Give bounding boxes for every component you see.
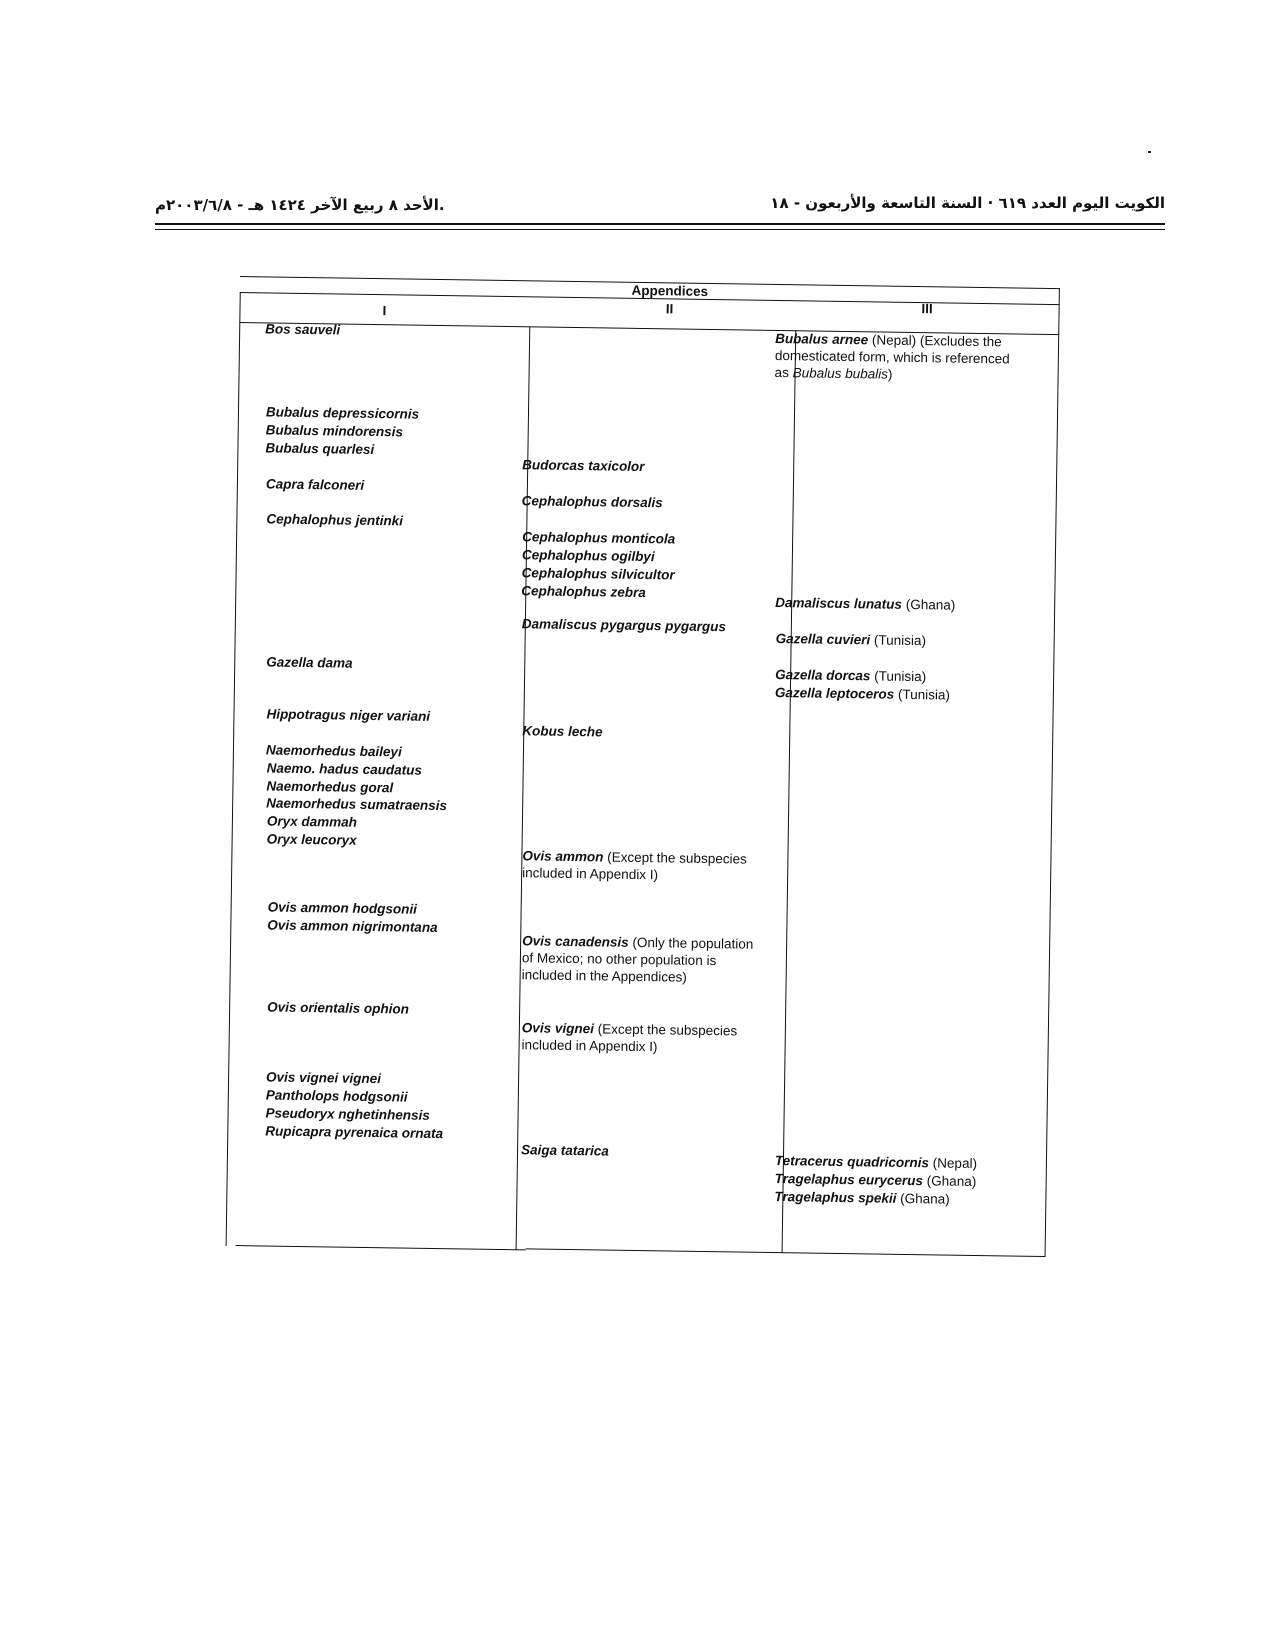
species-entry: Pantholops hodgsonii bbox=[265, 1087, 408, 1105]
gazette-issue-label: الكويت اليوم العدد ٦١٩ · السنة التاسعة والأربعون - ١٨ bbox=[770, 194, 1165, 212]
species-entry: Oryx dammah bbox=[266, 813, 358, 830]
table-bottom-border bbox=[526, 1248, 1046, 1257]
species-entry: Bubalus mindorensis bbox=[265, 422, 404, 440]
species-entry: Bubalus arnee (Nepal) (Excludes the domesticated form, which is referenced as Bubalus bubalis) bbox=[774, 330, 1010, 382]
species-entry: Oryx leucoryx bbox=[266, 831, 357, 848]
species-entry: Ovis vignei vignei bbox=[266, 1069, 382, 1087]
species-entry: Ovis ammon (Except the subspecies included in Appendix I) bbox=[522, 848, 747, 883]
species-entry: Cephalophus dorsalis bbox=[521, 493, 663, 511]
species-entry: Budorcas taxicolor bbox=[522, 457, 645, 475]
species-entry: Ovis vignei (Except the subspecies included in Appendix I) bbox=[521, 1020, 738, 1055]
page-header bbox=[155, 194, 1165, 220]
species-entry: Naemo. hadus caudatus bbox=[266, 760, 423, 778]
species-entry: Naemorhedus sumatraensis bbox=[266, 795, 448, 814]
table-title: Appendices bbox=[631, 282, 709, 299]
species-entry: Tragelaphus eurycerus (Ghana) bbox=[774, 1171, 977, 1190]
species-entry: Cephalophus monticola bbox=[522, 529, 676, 547]
appendices-table bbox=[225, 276, 1059, 1268]
species-entry: Naemorhedus goral bbox=[266, 778, 394, 796]
header-rule bbox=[155, 223, 1165, 230]
species-entry: Ovis ammon hodgsonii bbox=[267, 899, 418, 917]
column-header-ii: II bbox=[665, 301, 674, 317]
species-entry: Ovis canadensis (Only the population of Mexico; no other population is included in the Appendices) bbox=[521, 933, 754, 985]
species-entry: Naemorhedus baileyi bbox=[265, 742, 402, 760]
species-entry: Ovis ammon nigrimontana bbox=[267, 917, 438, 936]
column-header-iii: III bbox=[921, 301, 933, 317]
species-entry: Hippotragus niger variani bbox=[266, 706, 431, 724]
species-entry: Damaliscus pygargus pygargus bbox=[521, 616, 727, 635]
species-entry: Cephalophus silvicultor bbox=[521, 565, 675, 583]
species-entry: Cephalophus jentinki bbox=[266, 511, 404, 529]
column-header-i: I bbox=[382, 303, 387, 319]
species-entry: Damaliscus lunatus (Ghana) bbox=[775, 594, 956, 613]
species-entry: Bubalus depressicornis bbox=[265, 404, 420, 422]
table-right-border bbox=[1045, 288, 1060, 1256]
species-entry: Tragelaphus spekii (Ghana) bbox=[774, 1189, 950, 1207]
table-bottom-border bbox=[236, 1245, 526, 1250]
species-entry: Kobus leche bbox=[522, 723, 603, 740]
species-entry: Gazella cuvieri (Tunisia) bbox=[775, 630, 927, 649]
species-entry: Capra falconeri bbox=[265, 476, 365, 493]
table-left-border bbox=[226, 292, 241, 1246]
species-entry: Gazella leptoceros (Tunisia) bbox=[774, 684, 951, 703]
species-entry: Ovis orientalis ophion bbox=[267, 999, 410, 1017]
species-entry: Pseudoryx nghetinhensis bbox=[265, 1105, 430, 1123]
speck-mark bbox=[1148, 151, 1151, 153]
species-entry: Bos sauveli bbox=[265, 321, 341, 338]
species-entry: Gazella dorcas (Tunisia) bbox=[775, 666, 927, 685]
species-entry: Cephalophus zebra bbox=[521, 583, 646, 601]
species-entry: Rupicapra pyrenaica ornata bbox=[265, 1123, 444, 1142]
gazette-date-label: .الأحد ٨ ربيع الآخر ١٤٢٤ هـ - ٢٠٠٣/٦/٨م bbox=[155, 196, 445, 214]
species-entry: Cephalophus ogilbyi bbox=[521, 547, 655, 565]
species-entry: Saiga tatarica bbox=[520, 1142, 609, 1159]
column-divider bbox=[782, 330, 797, 1253]
species-entry: Bubalus quarlesi bbox=[265, 440, 375, 458]
species-entry: Gazella dama bbox=[266, 654, 353, 671]
species-entry: Tetracerus quadricornis (Nepal) bbox=[774, 1153, 978, 1172]
